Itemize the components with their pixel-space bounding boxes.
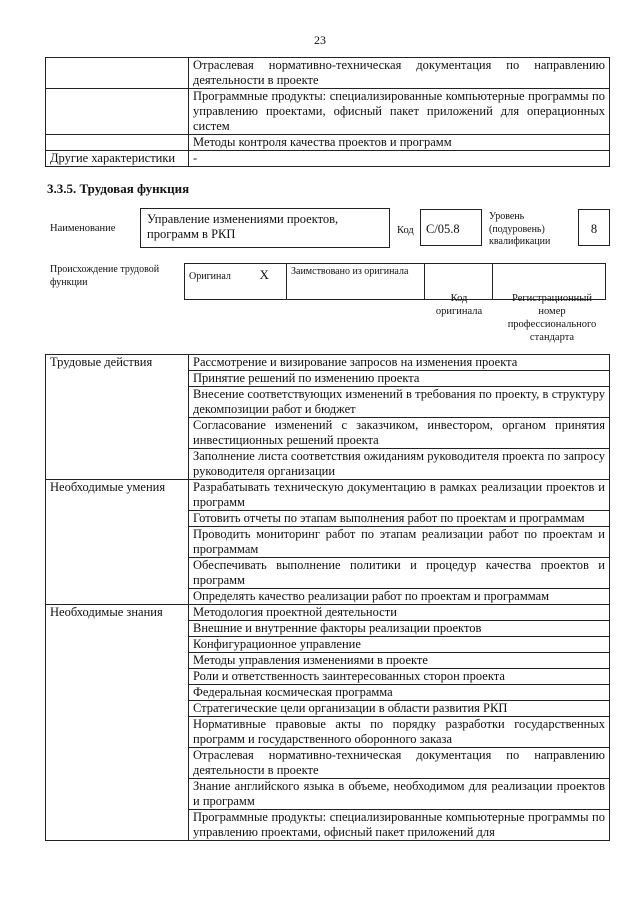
table-row bbox=[46, 480, 610, 511]
item-cell: Принятие решений по изменению проекта bbox=[189, 371, 610, 387]
item-cell: Отраслевая нормативно-техническая документация по направлению деятельности в проекте bbox=[189, 748, 610, 779]
name-label: Наименование bbox=[50, 223, 116, 234]
item-cell: Нормативные правовые акты по порядку разработки государственных программ и государственного оборонного заказа bbox=[189, 717, 610, 748]
table-row bbox=[46, 58, 610, 89]
table-cell: Отраслевая нормативно-техническая документация по направлению деятельности в проекте bbox=[189, 58, 610, 89]
table-row bbox=[46, 89, 610, 135]
other-characteristics-label: Другие характеристики bbox=[46, 151, 189, 167]
table-cell-empty bbox=[46, 135, 189, 151]
table-cell-empty bbox=[46, 89, 189, 135]
page-number: 23 bbox=[314, 33, 326, 47]
item-cell: Методология проектной деятельности bbox=[189, 605, 610, 621]
item-cell: Обеспечивать выполнение политики и процедур качества проектов и программ bbox=[189, 558, 610, 589]
top-characteristics-table bbox=[45, 57, 610, 167]
category-cell: Необходимые знания bbox=[46, 605, 189, 841]
function-code-box: С/05.8 bbox=[420, 209, 482, 246]
item-cell: Методы управления изменениями в проекте bbox=[189, 653, 610, 669]
qualification-level-box: 8 bbox=[578, 209, 610, 246]
origin-label: Происхождение трудовой функции bbox=[50, 264, 160, 288]
qualification-level-label: Уровень (подуровень) квалификации bbox=[489, 211, 551, 247]
item-cell: Определять качество реализации работ по проектам и программам bbox=[189, 589, 610, 605]
borrowed-label: Заимствовано из оригинала bbox=[287, 264, 425, 300]
other-characteristics-value: - bbox=[189, 151, 610, 167]
item-cell: Роли и ответственность заинтересованных сторон проекта bbox=[189, 669, 610, 685]
code-label: Код bbox=[397, 225, 414, 236]
item-cell: Заполнение листа соответствия ожиданиям руководителя проекта по запросу руководителя организации bbox=[189, 449, 610, 480]
item-cell: Согласование изменений с заказчиком, инвестором, органом принятия инвестиционных решений проекта bbox=[189, 418, 610, 449]
function-name-box: Управление изменениями проектов, программ в РКП bbox=[140, 208, 390, 248]
item-cell: Знание английского языка в объеме, необходимом для реализации проектов и программ bbox=[189, 779, 610, 810]
table-row bbox=[46, 135, 610, 151]
item-cell: Внесение соответствующих изменений в требования по проекту, в структуру декомпозиции работ и бюджет bbox=[189, 387, 610, 418]
item-cell: Программные продукты: специализированные компьютерные программы по управлению проектами, офисный пакет приложений для bbox=[189, 810, 610, 841]
original-mark: X bbox=[243, 264, 287, 300]
reg-number-caption: Регистрационный номер профессионального стандарта bbox=[507, 293, 597, 343]
item-cell: Разрабатывать техническую документацию в рамках реализации проектов и программ bbox=[189, 480, 610, 511]
original-label: Оригинал bbox=[185, 264, 243, 300]
table-row bbox=[46, 605, 610, 621]
table-row bbox=[46, 151, 610, 167]
item-cell: Проводить мониторинг работ по этапам реализации работ по проектам и программам bbox=[189, 527, 610, 558]
code-original-caption: Код оригинала bbox=[435, 293, 483, 317]
category-cell: Необходимые умения bbox=[46, 480, 189, 605]
table-cell: Методы контроля качества проектов и программ bbox=[189, 135, 610, 151]
item-cell: Внешние и внутренние факторы реализации проектов bbox=[189, 621, 610, 637]
item-cell: Стратегические цели организации в области развития РКП bbox=[189, 701, 610, 717]
section-title: 3.3.5. Трудовая функция bbox=[47, 181, 190, 196]
item-cell: Федеральная космическая программа bbox=[189, 685, 610, 701]
item-cell: Готовить отчеты по этапам выполнения работ по проектам и программам bbox=[189, 511, 610, 527]
item-cell: Конфигурационное управление bbox=[189, 637, 610, 653]
function-details-table bbox=[45, 354, 610, 841]
table-cell-empty bbox=[46, 58, 189, 89]
table-row bbox=[46, 355, 610, 371]
category-cell: Трудовые действия bbox=[46, 355, 189, 480]
table-cell: Программные продукты: специализированные компьютерные программы по управлению проектами, офисный пакет приложений для операционных систем bbox=[189, 89, 610, 135]
item-cell: Рассмотрение и визирование запросов на изменения проекта bbox=[189, 355, 610, 371]
